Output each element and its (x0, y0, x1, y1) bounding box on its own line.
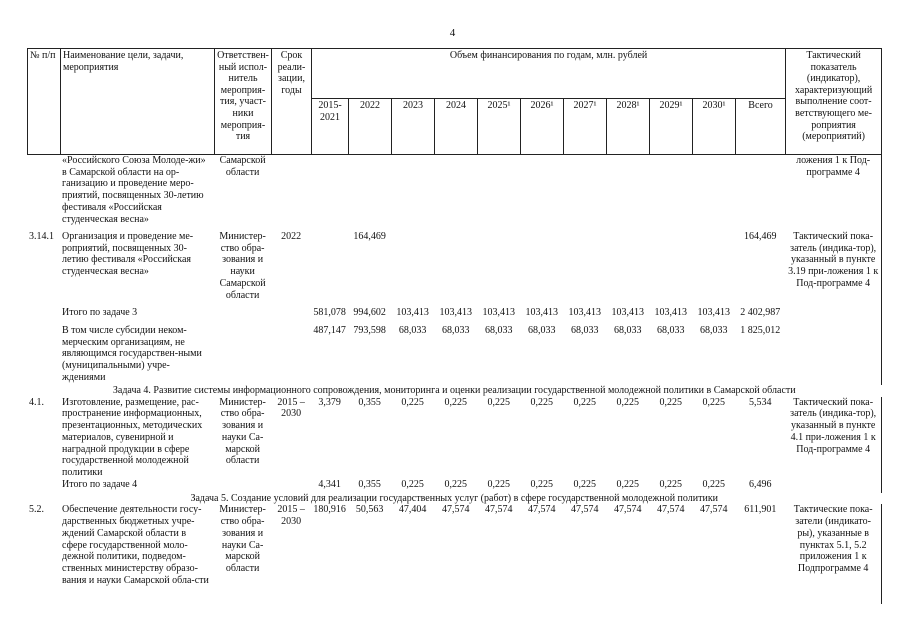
task-heading-row (27, 385, 882, 397)
table-row (27, 504, 882, 604)
row-responsible (214, 479, 271, 493)
row-year-value: 47,574 (527, 504, 556, 516)
row-year-value: 0,225 (444, 396, 467, 408)
row-number (27, 325, 60, 385)
row-year-value: 103,413 (482, 307, 515, 318)
table-row (27, 155, 882, 231)
row-indicator: Тактический пока-затель (индика-тор), указанный в пункте 4.1 при-ложения 1 к Под-программе 4 (785, 397, 881, 479)
row-year-value: 103,413 (396, 307, 429, 318)
table-row (27, 231, 882, 307)
row-total-value: 5,534 (749, 396, 772, 408)
row-term (271, 155, 311, 231)
row-total-value (735, 155, 785, 231)
row-year-value: 47,574 (614, 504, 642, 516)
row-year-value: 68,033 (657, 325, 685, 336)
row-year-value: 0,225 (616, 478, 639, 490)
row-indicator: Тактический пока-затель (индика-тор), указанный в пункте 3.19 при-ложения 1 к Под-программе 4 (785, 231, 881, 307)
row-year-value (520, 155, 563, 231)
row-year-value: 0,225 (702, 478, 726, 490)
row-year-value (434, 231, 477, 307)
table-row (27, 325, 882, 385)
row-year-value (649, 231, 692, 307)
row-year-value: 487,147 (313, 325, 346, 336)
row-year-value: 103,413 (697, 307, 731, 318)
row-year-value: 4,341 (318, 478, 341, 490)
col-responsible-header: Ответствен-ный испол-нитель мероприя-тия, участ-ники мероприя-тия (215, 49, 272, 155)
col-no-header: № п/п (28, 49, 61, 155)
year-header: 2015-2021 (312, 99, 349, 155)
row-number: 3.14.1 (29, 231, 54, 242)
row-total-value: 2 402,987 (740, 307, 781, 318)
year-header: 2029¹ (650, 99, 693, 155)
row-total-value: 1 825,012 (740, 325, 781, 336)
row-name: Итого по задаче 4 (62, 478, 138, 490)
task-heading: Задача 5. Создание условий для реализации государственных услуг (работ) в сфере государственной молодежной политики (190, 492, 719, 504)
row-year-value: 103,413 (611, 307, 644, 318)
row-year-value: 68,033 (700, 325, 728, 336)
row-responsible (214, 325, 271, 385)
row-number: 4.1. (29, 396, 44, 408)
row-year-value: 0,225 (659, 396, 683, 408)
row-year-value: 0,225 (487, 396, 510, 408)
row-year-value: 0,355 (358, 478, 381, 490)
row-year-value: 0,225 (573, 478, 596, 490)
row-year-value: 0,225 (444, 478, 467, 490)
row-indicator (785, 307, 881, 325)
row-year-value (391, 231, 434, 307)
col-term-header: Срок реали-зации, годы (272, 49, 312, 155)
row-year-value: 0,225 (702, 396, 726, 408)
row-year-value: 180,916 (313, 504, 346, 516)
row-name: Итого по задаче 3 (62, 307, 138, 318)
row-year-value: 994,602 (353, 307, 386, 318)
row-term (271, 307, 311, 325)
year-header: 2025¹ (478, 99, 521, 155)
row-year-value: 47,574 (700, 504, 728, 516)
table-row (27, 397, 882, 479)
col-funding-header: Объем финансирования по годам, млн. рублей (312, 49, 786, 99)
row-year-value (649, 155, 692, 231)
row-year-value (606, 231, 649, 307)
row-year-value: 0,355 (358, 396, 381, 408)
row-year-value (520, 231, 563, 307)
row-responsible (214, 307, 271, 325)
row-year-value: 0,225 (487, 478, 510, 490)
row-year-value: 0,225 (401, 478, 424, 490)
row-year-value: 103,413 (439, 307, 472, 318)
task-heading-row (27, 493, 882, 505)
year-header-total: Всего (736, 99, 786, 155)
row-total-value: 611,901 (744, 504, 777, 516)
row-year-value: 47,574 (657, 504, 685, 516)
page-number: 4 (449, 27, 456, 39)
row-indicator: ложения 1 к Под-программе 4 (785, 155, 881, 231)
row-year-value (692, 231, 735, 307)
row-year-value: 0,225 (616, 396, 639, 408)
row-year-value: 0,225 (659, 478, 683, 490)
year-header: 2028¹ (607, 99, 650, 155)
row-year-value (692, 155, 735, 231)
col-indicator-header: Тактический показатель (индикатор), характеризующий выполнение соот-ветствующего ме-роприятия (мероприятий) (786, 49, 882, 155)
row-number (27, 479, 60, 493)
row-year-value: 47,574 (570, 504, 599, 516)
row-year-value: 103,413 (568, 307, 601, 318)
row-year-value: 581,078 (313, 307, 346, 318)
row-year-value: 3,379 (318, 396, 341, 408)
row-year-value (434, 155, 477, 231)
row-year-value: 68,033 (398, 325, 427, 336)
row-indicator: Тактические пока-затели (индикато-ры), указанные в пунктах 5.1, 5.2 приложения 1 к Подпрограмме 4 (785, 504, 881, 604)
row-year-value (348, 155, 391, 231)
row-year-value (563, 155, 606, 231)
row-year-value: 103,413 (654, 307, 688, 318)
year-header: 2027¹ (564, 99, 607, 155)
row-year-value: 68,033 (441, 325, 470, 336)
row-name: В том числе субсидии неком-мерческим организациям, не являющимся государствен-ными (муниципальными) учре-ждениями (62, 325, 202, 383)
row-number: 5.2. (29, 504, 44, 516)
year-header: 2030¹ (693, 99, 736, 155)
row-year-value: 50,563 (355, 504, 384, 516)
row-total-value: 164,469 (744, 231, 777, 242)
row-term: 2022 (281, 231, 302, 242)
row-indicator (785, 325, 881, 385)
row-indicator (785, 479, 881, 493)
row-year-value (477, 155, 520, 231)
row-year-value: 793,598 (353, 325, 386, 336)
row-term: 2015 – 2030 (277, 396, 305, 420)
row-year-value: 0,225 (401, 396, 424, 408)
row-year-value: 47,574 (484, 504, 513, 516)
row-year-value: 68,033 (570, 325, 599, 336)
row-name: Организация и проведение ме-роприятий, посвященных 30-летию фестиваля «Российская студенческая весна» (62, 231, 194, 278)
row-year-value: 68,033 (527, 325, 556, 336)
year-header: 2026¹ (521, 99, 564, 155)
row-term (271, 325, 311, 385)
row-year-value: 68,033 (484, 325, 513, 336)
row-responsible: Самарской области (219, 155, 266, 178)
row-year-value: 68,033 (614, 325, 642, 336)
row-year-value (563, 231, 606, 307)
row-year-value: 0,225 (530, 478, 553, 490)
row-year-value: 47,404 (398, 504, 427, 516)
row-year-value: 164,469 (353, 231, 386, 242)
row-responsible: Министер-ство обра-зования и науки Самарской области (219, 231, 266, 301)
task-heading: Задача 4. Развитие системы информационного сопровождения, мониторинга и оценки реализации государственной молодежной политики в Самарской области (112, 385, 796, 396)
row-number (27, 307, 60, 325)
table-row (27, 307, 882, 325)
data-table (27, 155, 882, 604)
row-year-value (391, 155, 434, 231)
row-number (27, 155, 60, 231)
row-year-value: 47,574 (441, 504, 470, 516)
row-total-value: 6,496 (749, 478, 772, 490)
row-name: Изготовление, размещение, рас-пространение информационных, презентационных, методических материалов, сувенирной и наградной продукции в сфере государственной молодежной политики (62, 396, 203, 478)
row-year-value (311, 155, 348, 231)
row-year-value: 103,413 (525, 307, 558, 318)
row-year-value: 0,225 (573, 396, 596, 408)
row-term (271, 479, 311, 493)
row-year-value (606, 155, 649, 231)
row-year-value (311, 231, 348, 307)
row-term: 2015 – 2030 (277, 504, 305, 528)
row-year-value: 0,225 (530, 396, 553, 408)
row-year-value (477, 231, 520, 307)
row-responsible: Министер-ство обра-зования и науки Са-марской области (219, 504, 266, 574)
year-header: 2024 (435, 99, 478, 155)
row-responsible: Министер-ство обра-зования и науки Са-марской области (219, 396, 266, 467)
year-header: 2023 (392, 99, 435, 155)
col-name-header: Наименование цели, задачи, мероприятия (61, 49, 215, 155)
row-name: Обеспечение деятельности госу-дарственных бюджетных учре-ждений Самарской области в сфере государственной моло-дежной политики, подведом-ственных министерству образо-вания и науки Самарской обла-сти (62, 504, 209, 586)
year-header: 2022 (349, 99, 392, 155)
header-table (27, 48, 882, 155)
row-name: «Российского Союза Молоде-жи» в Самарской области на ор-ганизацию и проведение меро-приятий, посвященных 30-летию фестиваля «Российская студенческая весна» (62, 155, 206, 225)
table-row (27, 479, 882, 493)
